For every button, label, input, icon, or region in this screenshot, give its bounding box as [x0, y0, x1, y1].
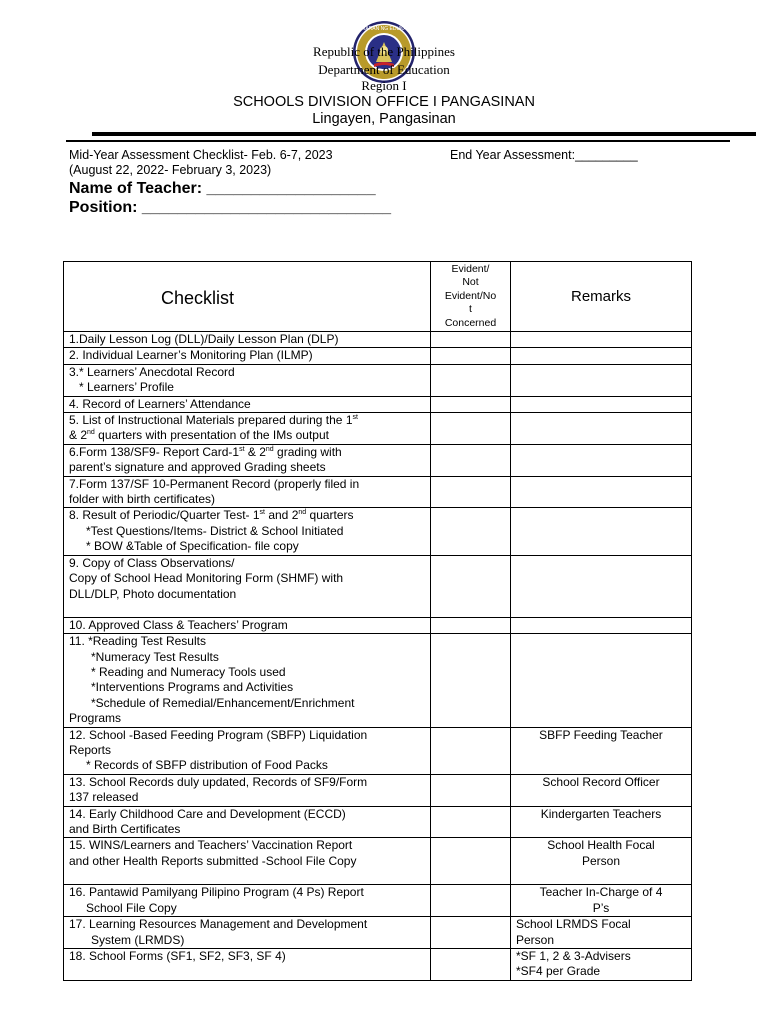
evident-header-line: Evident/	[451, 262, 490, 275]
table-row	[64, 917, 692, 949]
checklist-item	[64, 806, 431, 838]
evident-cell[interactable]	[431, 364, 511, 396]
table-row	[64, 348, 692, 364]
evident-cell[interactable]	[431, 949, 511, 981]
checklist-item	[64, 727, 431, 774]
remarks-cell[interactable]	[511, 444, 692, 476]
checklist-item	[64, 476, 431, 508]
item-text: 4. Record of Learners’ Attendance	[69, 396, 251, 411]
checklist-item	[64, 949, 431, 981]
evident-header-line: t	[469, 303, 472, 316]
table-row	[64, 396, 692, 412]
item-text: 8. Result of Periodic/Quarter Test- 1st and 2nd quarters	[69, 508, 354, 523]
evident-header-line: Concerned	[444, 316, 497, 329]
item-text: *Test Questions/Items- District & School Initiated	[86, 523, 344, 538]
item-text: * Reading and Numeracy Tools used	[91, 664, 286, 679]
item-text: 13. School Records duly updated, Records of SF9/Form	[69, 774, 368, 789]
evident-cell[interactable]	[431, 634, 511, 727]
evident-cell[interactable]	[431, 617, 511, 633]
evident-cell[interactable]	[431, 348, 511, 364]
item-text: 137 released	[69, 790, 139, 805]
evident-header	[431, 262, 511, 332]
remark-text: Person	[581, 853, 621, 868]
remark-text: School LRMDS Focal	[516, 917, 631, 932]
item-text: DLL/DLP, Photo documentation	[69, 586, 237, 601]
checklist-table	[63, 261, 692, 981]
item-text: 12. School -Based Feeding Program (SBFP) Liquidation	[69, 727, 368, 742]
remarks-cell[interactable]	[511, 774, 692, 806]
item-text: parent’s signature and approved Grading sheets	[69, 460, 326, 475]
item-text: *Numeracy Test Results	[91, 649, 219, 664]
header-rule-thin	[66, 140, 730, 142]
region-line: Region I	[361, 78, 407, 93]
checklist-item	[64, 617, 431, 633]
item-text: and Birth Certificates	[69, 821, 181, 836]
table-row	[64, 774, 692, 806]
checklist-item	[64, 774, 431, 806]
remarks-cell[interactable]	[511, 364, 692, 396]
item-text: 5. List of Instructional Materials prepared during the 1st	[69, 413, 358, 428]
item-text: *Interventions Programs and Activities	[91, 680, 294, 695]
evident-cell[interactable]	[431, 444, 511, 476]
evident-cell[interactable]	[431, 917, 511, 949]
item-text: 18. School Forms (SF1, SF2, SF3, SF 4)	[69, 949, 286, 963]
item-text: 15. WINS/Learners and Teachers’ Vaccination Report	[69, 838, 353, 853]
republic-line: Republic of the Philippines	[313, 44, 455, 59]
checklist-item	[64, 634, 431, 727]
remark-text: School Health Focal	[547, 838, 655, 853]
item-text: & 2nd quarters with presentation of the IMs output	[69, 428, 329, 443]
remarks-cell[interactable]	[511, 885, 692, 917]
evident-cell[interactable]	[431, 806, 511, 838]
remarks-header: Remarks	[511, 262, 692, 332]
remark-text: Kindergarten Teachers	[540, 806, 662, 821]
checklist-item	[64, 917, 431, 949]
checklist-item	[64, 396, 431, 412]
checklist-item	[64, 444, 431, 476]
table-row	[64, 332, 692, 348]
item-text: 6.Form 138/SF9- Report Card-1st & 2nd grading with	[69, 444, 342, 459]
checklist-item	[64, 508, 431, 555]
item-text: 11. *Reading Test Results	[69, 634, 206, 649]
evident-cell[interactable]	[431, 727, 511, 774]
remarks-cell[interactable]	[511, 949, 692, 981]
item-text: Programs	[69, 711, 122, 726]
midyear-line: Mid-Year Assessment Checklist- Feb. 6-7, 2023	[69, 148, 333, 162]
remarks-cell[interactable]	[511, 634, 692, 727]
table-row	[64, 508, 692, 555]
teacher-name-field[interactable]: Name of Teacher: ___________________	[69, 180, 376, 197]
table-row	[64, 806, 692, 838]
item-text: * Records of SBFP distribution of Food Packs	[86, 758, 328, 773]
item-text: 1.Daily Lesson Log (DLL)/Daily Lesson Plan (DLP)	[69, 332, 339, 346]
table-row	[64, 413, 692, 445]
table-row	[64, 364, 692, 396]
item-text: * Learners’ Profile	[79, 380, 174, 395]
item-text: *Schedule of Remedial/Enhancement/Enrichment	[91, 695, 355, 710]
evident-header-line: Evident/No	[444, 289, 497, 302]
item-text: School File Copy	[86, 900, 177, 915]
evident-cell[interactable]	[431, 332, 511, 348]
remark-text: School Record Officer	[542, 774, 660, 789]
remarks-cell[interactable]	[511, 348, 692, 364]
remarks-cell[interactable]	[511, 727, 692, 774]
item-text: 2. Individual Learner’s Monitoring Plan (ILMP)	[69, 348, 313, 363]
evident-cell[interactable]	[431, 555, 511, 617]
checklist-item	[64, 332, 431, 348]
evident-header-line: Not	[462, 276, 479, 289]
item-text: * BOW &Table of Specification- file copy	[86, 539, 299, 554]
division-title: SCHOOLS DIVISION OFFICE I PANGASINAN	[233, 94, 535, 110]
remark-text: Teacher In-Charge of 4	[539, 885, 663, 900]
remarks-cell[interactable]	[511, 806, 692, 838]
item-text: folder with birth certificates)	[69, 492, 216, 507]
item-text: 16. Pantawid Pamilyang Pilipino Program (4 Ps) Report	[69, 885, 364, 900]
checklist-item	[64, 885, 431, 917]
evident-cell[interactable]	[431, 476, 511, 508]
item-text: 17. Learning Resources Management and Development	[69, 917, 368, 932]
remarks-cell[interactable]	[511, 413, 692, 445]
remark-text: P’s	[592, 900, 610, 915]
seal-text: KAGAWARAN NG EDUKASYON	[347, 26, 421, 32]
evident-cell[interactable]	[431, 774, 511, 806]
item-text: 9. Copy of Class Observations/	[69, 555, 235, 570]
item-text: Copy of School Head Monitoring Form (SHMF) with	[69, 571, 344, 586]
department-line: Department of Education	[318, 62, 450, 77]
table-row	[64, 949, 692, 981]
evident-cell[interactable]	[431, 508, 511, 555]
table-row	[64, 634, 692, 727]
remark-text: Person	[516, 932, 555, 947]
item-text: and other Health Reports submitted -School File Copy	[69, 853, 357, 868]
table-row	[64, 838, 692, 885]
item-text: 10. Approved Class & Teachers’ Program	[69, 617, 288, 632]
checklist-header: Checklist	[64, 262, 431, 332]
remarks-cell[interactable]	[511, 476, 692, 508]
table-row	[64, 476, 692, 508]
table-header-row	[64, 262, 692, 332]
period-line: (August 22, 2022- February 3, 2023)	[69, 163, 272, 177]
remarks-cell[interactable]	[511, 617, 692, 633]
table-row	[64, 617, 692, 633]
remarks-cell[interactable]	[511, 917, 692, 949]
item-text: System (LRMDS)	[91, 932, 185, 947]
checklist-item	[64, 555, 431, 617]
location-line: Lingayen, Pangasinan	[312, 111, 456, 127]
evident-cell[interactable]	[431, 885, 511, 917]
item-text: 14. Early Childhood Care and Development (ECCD)	[69, 806, 346, 821]
remarks-cell[interactable]	[511, 555, 692, 617]
remarks-cell[interactable]	[511, 396, 692, 412]
position-field[interactable]: Position: ____________________________	[69, 199, 392, 216]
item-text: 3.* Learners’ Anecdotal Record	[69, 364, 235, 379]
checklist-item	[64, 413, 431, 445]
remark-text: SBFP Feeding Teacher	[539, 727, 663, 742]
evident-cell[interactable]	[431, 413, 511, 445]
header-rule-thick	[92, 132, 756, 136]
evident-cell[interactable]	[431, 838, 511, 885]
item-text: Reports	[69, 742, 112, 757]
checklist-item	[64, 364, 431, 396]
checklist-item	[64, 348, 431, 364]
endyear-line: End Year Assessment:_________	[450, 148, 638, 162]
table-row	[64, 885, 692, 917]
table-row	[64, 727, 692, 774]
remarks-cell[interactable]	[511, 838, 692, 885]
remark-text: *SF 1, 2 & 3-Advisers	[516, 949, 631, 963]
remark-text: *SF4 per Grade	[516, 964, 601, 979]
checklist-item	[64, 838, 431, 885]
table-row	[64, 555, 692, 617]
evident-cell[interactable]	[431, 396, 511, 412]
table-row	[64, 444, 692, 476]
remarks-cell[interactable]	[511, 332, 692, 348]
remarks-cell[interactable]	[511, 508, 692, 555]
item-text: 7.Form 137/SF 10-Permanent Record (properly filed in	[69, 476, 360, 491]
